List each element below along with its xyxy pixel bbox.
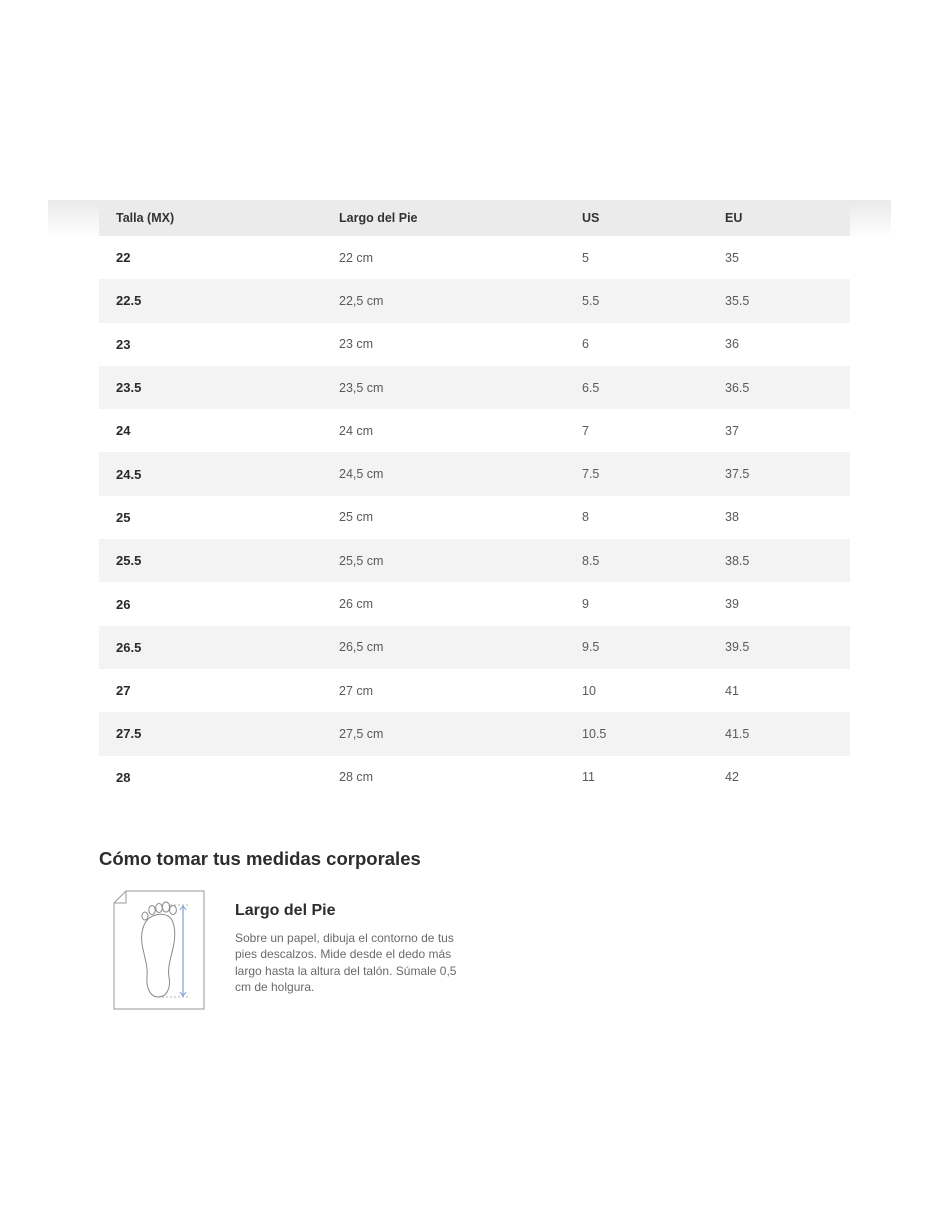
measurements-title: Cómo tomar tus medidas corporales (99, 848, 421, 869)
cell-largo-del-pie: 22,5 cm (339, 293, 384, 308)
cell-eu: 35.5 (725, 293, 750, 308)
cell-eu: 36.5 (725, 380, 750, 395)
cell-talla-mx: 27.5 (116, 726, 142, 742)
table-row (99, 323, 850, 366)
cell-eu: 41 (725, 683, 739, 698)
cell-largo-del-pie: 27,5 cm (339, 726, 384, 741)
cell-us: 10.5 (582, 726, 607, 741)
cell-us: 9.5 (582, 640, 600, 655)
cell-talla-mx: 24.5 (116, 466, 142, 482)
cell-us: 5 (582, 250, 589, 265)
cell-eu: 39.5 (725, 640, 750, 655)
cell-eu: 39 (725, 597, 739, 612)
foot-measure-heading: Largo del Pie (235, 902, 336, 919)
cell-eu: 42 (725, 770, 739, 785)
table-row (99, 496, 850, 539)
foot-measure-icon (112, 889, 206, 1011)
cell-largo-del-pie: 23,5 cm (339, 380, 384, 395)
cell-talla-mx: 26.5 (116, 639, 142, 655)
cell-talla-mx: 22 (116, 250, 131, 266)
header-largo-del-pie: Largo del Pie (339, 211, 418, 225)
cell-talla-mx: 25.5 (116, 553, 142, 569)
cell-talla-mx: 28 (116, 769, 131, 785)
table-row (99, 236, 850, 279)
cell-us: 7.5 (582, 467, 600, 482)
cell-largo-del-pie: 23 cm (339, 337, 374, 352)
cell-eu: 36 (725, 337, 739, 352)
cell-eu: 38 (725, 510, 739, 525)
cell-us: 9 (582, 597, 589, 612)
header-us: US (582, 211, 600, 225)
cell-largo-del-pie: 22 cm (339, 250, 374, 265)
cell-us: 10 (582, 683, 596, 698)
cell-largo-del-pie: 27 cm (339, 683, 374, 698)
cell-talla-mx: 26 (116, 596, 131, 612)
cell-largo-del-pie: 24 cm (339, 423, 374, 438)
cell-largo-del-pie: 24,5 cm (339, 467, 384, 482)
table-row (99, 279, 850, 322)
cell-talla-mx: 24 (116, 423, 131, 439)
cell-largo-del-pie: 25 cm (339, 510, 374, 525)
cell-talla-mx: 23.5 (116, 380, 142, 396)
cell-eu: 35 (725, 250, 739, 265)
size-chart-table (99, 200, 850, 799)
cell-us: 7 (582, 423, 589, 438)
cell-largo-del-pie: 26 cm (339, 597, 374, 612)
cell-us: 5.5 (582, 293, 600, 308)
cell-talla-mx: 23 (116, 336, 131, 352)
cell-us: 6.5 (582, 380, 600, 395)
foot-measure-description: Sobre un papel, dibuja el contorno de tus pies descalzos. Mide desde el dedo más largo hasta la altura del talón. Súmale 0,5 cm de holgura. (235, 931, 457, 994)
table-row (99, 409, 850, 452)
table-row (99, 712, 850, 755)
table-header-row (99, 200, 850, 236)
table-row (99, 582, 850, 625)
table-row (99, 539, 850, 582)
cell-eu: 38.5 (725, 553, 750, 568)
table-row (99, 626, 850, 669)
foot-measure-instructions (235, 902, 460, 995)
cell-us: 8.5 (582, 553, 600, 568)
cell-us: 8 (582, 510, 589, 525)
table-row (99, 756, 850, 799)
cell-talla-mx: 22.5 (116, 293, 142, 309)
table-row (99, 669, 850, 712)
cell-eu: 37.5 (725, 467, 750, 482)
cell-largo-del-pie: 28 cm (339, 770, 374, 785)
cell-largo-del-pie: 25,5 cm (339, 553, 384, 568)
header-talla-mx: Talla (MX) (116, 211, 175, 225)
cell-eu: 41.5 (725, 726, 750, 741)
table-row (99, 366, 850, 409)
cell-talla-mx: 27 (116, 683, 131, 699)
cell-talla-mx: 25 (116, 509, 131, 525)
cell-largo-del-pie: 26,5 cm (339, 640, 384, 655)
cell-us: 11 (582, 770, 595, 785)
cell-eu: 37 (725, 423, 739, 438)
cell-us: 6 (582, 337, 589, 352)
header-eu: EU (725, 211, 743, 225)
table-row (99, 452, 850, 495)
